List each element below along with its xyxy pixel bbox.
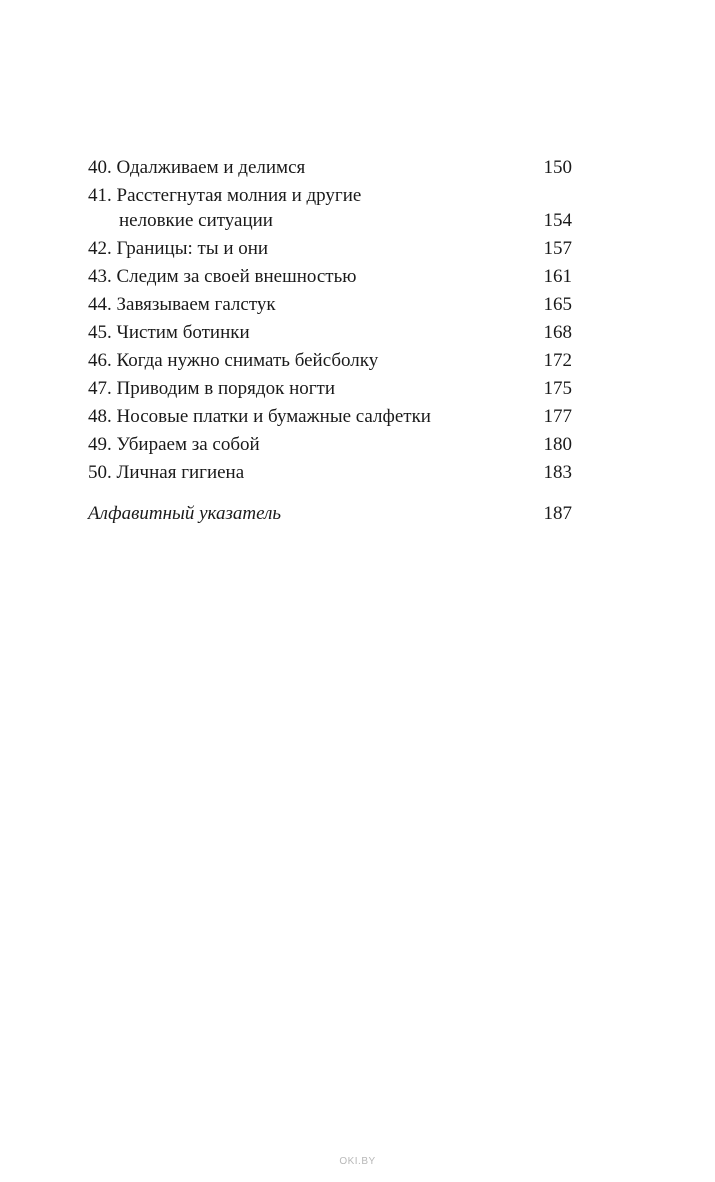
entry-number: 47. [88, 378, 112, 399]
entry-page: 172 [543, 350, 572, 371]
watermark: OKI.BY [339, 1156, 376, 1167]
entry-title-continuation: неловкие ситуации [119, 210, 273, 231]
entry-number: 50. [88, 462, 112, 483]
entry-title: Приводим в порядок ногти [116, 378, 335, 399]
entry-number: 41. [88, 185, 112, 206]
entry-title: Границы: ты и они [116, 238, 269, 259]
entry-number: 44. [88, 294, 112, 315]
entry-number: 42. [88, 238, 112, 259]
toc-entry-index[interactable] [88, 500, 572, 528]
toc-entry-45[interactable] [88, 319, 572, 347]
entry-title: Следим за своей внешностью [116, 266, 357, 287]
entry-title: Личная гигиена [116, 462, 245, 483]
entry-page: 161 [543, 266, 572, 287]
entry-number: 43. [88, 266, 112, 287]
entry-number: 46. [88, 350, 112, 371]
entry-page: 157 [543, 238, 572, 259]
entry-page: 180 [543, 434, 572, 455]
entry-page: 165 [543, 294, 572, 315]
toc-entry-44[interactable] [88, 291, 572, 319]
entry-title: Завязываем галстук [116, 294, 276, 315]
entry-page: 187 [543, 503, 572, 524]
toc-entry-47[interactable] [88, 375, 572, 403]
entry-title: Расстегнутая молния и другие [116, 185, 362, 206]
toc-entry-40[interactable] [88, 154, 572, 182]
entry-page: 177 [543, 406, 572, 427]
entry-title: Одалживаем и делимся [116, 157, 306, 178]
toc-entry-43[interactable] [88, 263, 572, 291]
entry-number: 49. [88, 434, 112, 455]
entry-page: 175 [543, 378, 572, 399]
entry-number: 40. [88, 157, 112, 178]
toc-entry-48[interactable] [88, 403, 572, 431]
entry-title: Когда нужно снимать бейсболку [116, 350, 379, 371]
entry-page: 183 [543, 462, 572, 483]
toc-entry-46[interactable] [88, 347, 572, 375]
toc-entry-42[interactable] [88, 235, 572, 263]
entry-page: 150 [543, 157, 572, 178]
entry-title: Чистим ботинки [116, 322, 250, 343]
toc-entry-49[interactable] [88, 431, 572, 459]
index-title: Алфавитный указатель [88, 503, 281, 524]
entry-title: Носовые платки и бумажные салфетки [116, 406, 431, 427]
toc-entry-50[interactable] [88, 459, 572, 487]
entry-number: 48. [88, 406, 112, 427]
entry-title: Убираем за собой [116, 434, 260, 455]
toc-entry-41[interactable] [88, 182, 572, 235]
entry-page: 168 [543, 322, 572, 343]
entry-number: 45. [88, 322, 112, 343]
table-of-contents [88, 154, 572, 528]
entry-page: 154 [543, 210, 572, 231]
